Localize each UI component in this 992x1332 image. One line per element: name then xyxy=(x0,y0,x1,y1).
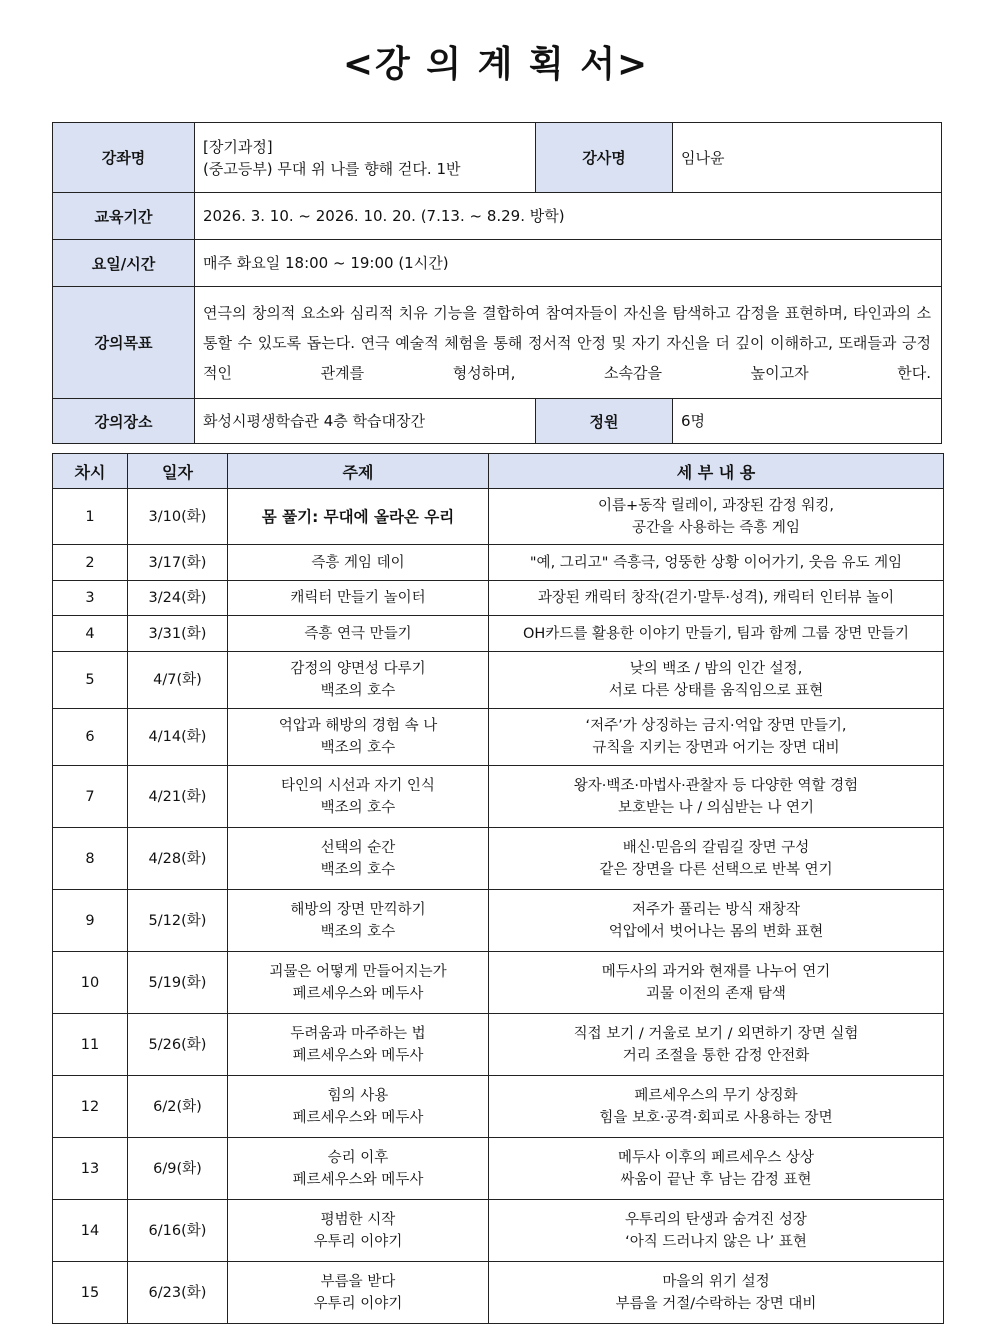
table-row xyxy=(53,581,944,616)
header-topic: 주제 xyxy=(228,454,489,489)
session-number: 9 xyxy=(53,890,128,952)
session-number: 10 xyxy=(53,952,128,1014)
session-number: 13 xyxy=(53,1138,128,1200)
topic-line: 즉흥 게임 데이 xyxy=(311,554,405,571)
session-date: 6/16(화) xyxy=(128,1200,228,1262)
session-topic xyxy=(228,616,489,652)
course-info-table xyxy=(52,122,942,444)
table-row xyxy=(53,489,944,545)
session-topic xyxy=(228,1200,489,1262)
session-detail xyxy=(489,709,944,766)
topic-line: 두려움과 마주하는 법 xyxy=(290,1025,426,1042)
topic-line: 승리 이후 xyxy=(327,1149,389,1166)
detail-line: 왕자·백조·마법사·관찰자 등 다양한 역할 경험 xyxy=(573,777,859,794)
period-value: 2026. 3. 10. ~ 2026. 10. 20. (7.13. ~ 8.29. 방학) xyxy=(195,193,942,240)
topic-line: 우투리 이야기 xyxy=(313,1295,403,1312)
table-row xyxy=(53,1200,944,1262)
course-name-line1: [장기과정] xyxy=(203,137,273,156)
table-row xyxy=(53,652,944,709)
session-date: 4/28(화) xyxy=(128,828,228,890)
session-detail xyxy=(489,952,944,1014)
session-topic xyxy=(228,581,489,616)
session-detail xyxy=(489,890,944,952)
detail-line: 직접 보기 / 거울로 보기 / 외면하기 장면 실험 xyxy=(573,1025,859,1042)
period-label: 교육기간 xyxy=(53,193,195,240)
topic-line: 평범한 시작 xyxy=(320,1211,396,1228)
session-number: 5 xyxy=(53,652,128,709)
detail-line: 보호받는 나 / 의심받는 나 연기 xyxy=(617,799,814,816)
session-date: 6/9(화) xyxy=(128,1138,228,1200)
goal-value: 연극의 창의적 요소와 심리적 치유 기능을 결합하여 참여자들이 자신을 탐색하고 감정을 표현하며, 타인과의 소통할 수 있도록 돕는다. 연극 예술적 체험을 통해 정서적 안정 및 자기 자신을 더 깊이 이해하고, 또래들과 긍정적인 관계를 형성하며, 소속감을 높이고자 한다. xyxy=(195,287,942,399)
detail-line: 싸움이 끝난 후 남는 감정 표현 xyxy=(620,1171,812,1188)
table-row xyxy=(53,545,944,581)
session-date: 3/17(화) xyxy=(128,545,228,581)
topic-line: 부름을 받다 xyxy=(320,1273,396,1290)
place-label: 강의장소 xyxy=(53,399,195,444)
instructor-value: 임나윤 xyxy=(673,123,942,193)
session-number: 1 xyxy=(53,489,128,545)
detail-line: 마을의 위기 설정 xyxy=(662,1273,770,1290)
detail-line: 배신·믿음의 갈림길 장면 구성 xyxy=(622,839,810,856)
detail-line: 힘을 보호·공격·회피로 사용하는 장면 xyxy=(599,1109,833,1126)
topic-line: 힘의 사용 xyxy=(327,1087,389,1104)
session-detail xyxy=(489,652,944,709)
capacity-label: 정원 xyxy=(536,399,673,444)
session-date: 5/26(화) xyxy=(128,1014,228,1076)
instructor-label: 강사명 xyxy=(536,123,673,193)
topic-line: 몸 풀기: 무대에 올라온 우리 xyxy=(261,507,455,526)
header-date: 일자 xyxy=(128,454,228,489)
detail-line: "예, 그리고" 즉흥극, 엉뚱한 상황 이어가기, 웃음 유도 게임 xyxy=(529,554,903,571)
session-number: 15 xyxy=(53,1262,128,1324)
session-detail xyxy=(489,766,944,828)
session-topic xyxy=(228,952,489,1014)
topic-line: 페르세우스와 메두사 xyxy=(292,1171,424,1188)
session-number: 3 xyxy=(53,581,128,616)
session-date: 4/7(화) xyxy=(128,652,228,709)
table-row xyxy=(53,1076,944,1138)
session-detail xyxy=(489,828,944,890)
detail-line: 같은 장면을 다른 선택으로 반복 연기 xyxy=(599,861,833,878)
topic-line: 우투리 이야기 xyxy=(313,1233,403,1250)
session-detail xyxy=(489,545,944,581)
place-value: 화성시평생학습관 4층 학습대장간 xyxy=(195,399,536,444)
detail-line: 우투리의 탄생과 숨겨진 성장 xyxy=(625,1211,807,1228)
session-date: 3/10(화) xyxy=(128,489,228,545)
course-name-value xyxy=(195,123,536,193)
header-detail: 세 부 내 용 xyxy=(489,454,944,489)
session-date: 4/14(화) xyxy=(128,709,228,766)
session-number: 14 xyxy=(53,1200,128,1262)
detail-line: 서로 다른 상태를 움직임으로 표현 xyxy=(608,683,824,699)
topic-line: 백조의 호수 xyxy=(320,799,396,816)
session-number: 7 xyxy=(53,766,128,828)
session-date: 3/31(화) xyxy=(128,616,228,652)
session-detail xyxy=(489,581,944,616)
session-number: 8 xyxy=(53,828,128,890)
detail-line: 페르세우스의 무기 상징화 xyxy=(634,1087,798,1104)
schedule-body xyxy=(53,489,944,1324)
topic-line: 타인의 시선과 자기 인식 xyxy=(281,777,435,794)
time-value: 매주 화요일 18:00 ~ 19:00 (1시간) xyxy=(195,240,942,287)
topic-line: 백조의 호수 xyxy=(320,683,396,699)
detail-line: 이름+동작 릴레이, 과장된 감정 워킹, xyxy=(598,497,834,514)
session-topic xyxy=(228,489,489,545)
topic-line: 백조의 호수 xyxy=(320,923,396,940)
topic-line: 괴물은 어떻게 만들어지는가 xyxy=(269,963,447,980)
detail-line: 과장된 캐릭터 창작(걷기·말투·성격), 캐릭터 인터뷰 놀이 xyxy=(537,590,895,606)
detail-line: 괴물 이전의 존재 탐색 xyxy=(646,985,786,1002)
session-detail xyxy=(489,1200,944,1262)
session-date: 4/21(화) xyxy=(128,766,228,828)
topic-line: 감정의 양면성 다루기 xyxy=(290,661,426,677)
detail-line: 메두사의 과거와 현재를 나누어 연기 xyxy=(601,963,831,980)
table-row xyxy=(53,1014,944,1076)
detail-line: ‘아직 드러나지 않은 나’ 표현 xyxy=(625,1233,807,1250)
detail-line: 규칙을 지키는 장면과 어기는 장면 대비 xyxy=(592,740,840,756)
session-detail xyxy=(489,489,944,545)
table-row xyxy=(53,616,944,652)
session-number: 4 xyxy=(53,616,128,652)
session-topic xyxy=(228,828,489,890)
table-row xyxy=(53,709,944,766)
table-row xyxy=(53,952,944,1014)
schedule-table xyxy=(52,453,944,1324)
detail-line: 메두사 이후의 페르세우스 상상 xyxy=(618,1149,814,1166)
session-topic xyxy=(228,545,489,581)
header-session: 차시 xyxy=(53,454,128,489)
goal-label: 강의목표 xyxy=(53,287,195,399)
table-row xyxy=(53,1262,944,1324)
session-date: 3/24(화) xyxy=(128,581,228,616)
session-detail xyxy=(489,1262,944,1324)
session-number: 12 xyxy=(53,1076,128,1138)
session-detail xyxy=(489,1076,944,1138)
detail-line: 낮의 백조 / 밤의 인간 설정, xyxy=(629,661,803,677)
session-topic xyxy=(228,766,489,828)
session-number: 6 xyxy=(53,709,128,766)
session-topic xyxy=(228,709,489,766)
session-topic xyxy=(228,1138,489,1200)
session-detail xyxy=(489,616,944,652)
topic-line: 백조의 호수 xyxy=(320,740,396,756)
course-name-line2: (중고등부) 무대 위 나를 향해 걷다. 1반 xyxy=(203,159,461,178)
detail-line: OH카드를 활용한 이야기 만들기, 팀과 함께 그룹 장면 만들기 xyxy=(523,625,909,642)
session-detail xyxy=(489,1138,944,1200)
session-topic xyxy=(228,1262,489,1324)
topic-line: 페르세우스와 메두사 xyxy=(292,1047,424,1064)
detail-line: 저주가 풀리는 방식 재창작 xyxy=(632,901,800,918)
capacity-value: 6명 xyxy=(673,399,942,444)
topic-line: 선택의 순간 xyxy=(320,839,396,856)
table-row xyxy=(53,890,944,952)
session-detail xyxy=(489,1014,944,1076)
topic-line: 해방의 장면 만끽하기 xyxy=(290,901,426,918)
course-name-label: 강좌명 xyxy=(53,123,195,193)
session-topic xyxy=(228,652,489,709)
table-row xyxy=(53,828,944,890)
topic-line: 억압과 해방의 경험 속 나 xyxy=(278,718,438,734)
session-topic xyxy=(228,1014,489,1076)
detail-line: 거리 조절을 통한 감정 안전화 xyxy=(622,1047,810,1064)
session-topic xyxy=(228,1076,489,1138)
session-date: 6/23(화) xyxy=(128,1262,228,1324)
detail-line: ‘저주’가 상징하는 금지·억압 장면 만들기, xyxy=(585,718,847,734)
topic-line: 페르세우스와 메두사 xyxy=(292,1109,424,1126)
table-row xyxy=(53,766,944,828)
detail-line: 억압에서 벗어나는 몸의 변화 표현 xyxy=(608,923,824,940)
session-date: 6/2(화) xyxy=(128,1076,228,1138)
time-label: 요일/시간 xyxy=(53,240,195,287)
session-topic xyxy=(228,890,489,952)
topic-line: 백조의 호수 xyxy=(320,861,396,878)
topic-line: 즉흥 연극 만들기 xyxy=(304,625,412,642)
session-date: 5/12(화) xyxy=(128,890,228,952)
topic-line: 페르세우스와 메두사 xyxy=(292,985,424,1002)
session-date: 5/19(화) xyxy=(128,952,228,1014)
session-number: 11 xyxy=(53,1014,128,1076)
topic-line: 캐릭터 만들기 놀이터 xyxy=(290,590,426,606)
detail-line: 공간을 사용하는 즉흥 게임 xyxy=(632,519,800,536)
session-number: 2 xyxy=(53,545,128,581)
table-row xyxy=(53,1138,944,1200)
detail-line: 부름을 거절/수락하는 장면 대비 xyxy=(615,1295,817,1312)
page-title: <강 의 계 획 서> xyxy=(342,44,650,85)
